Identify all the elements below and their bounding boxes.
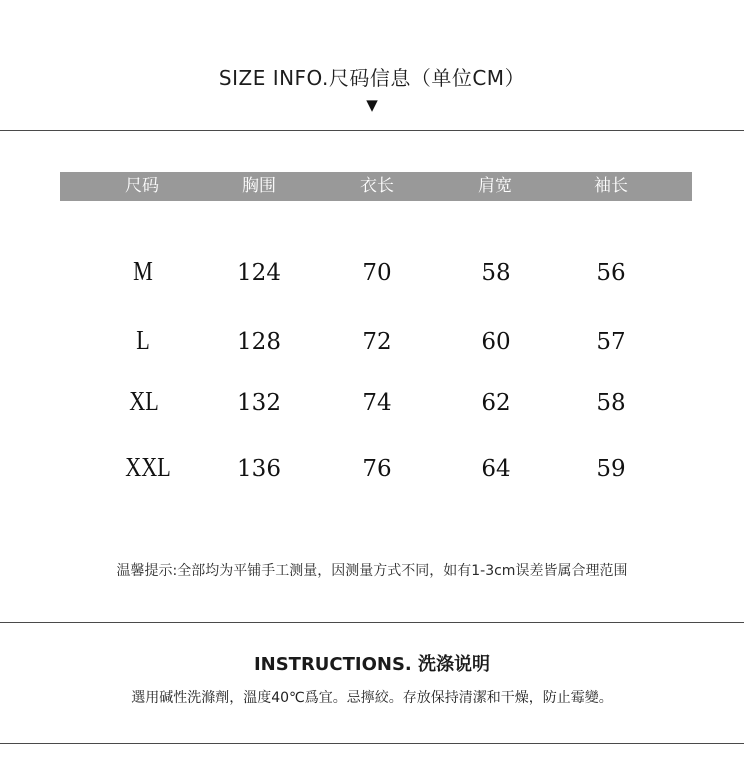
cell-size: M <box>133 256 153 286</box>
cell-chest: 136 <box>237 456 281 482</box>
instructions-title: INSTRUCTIONS. 洗涤说明 <box>253 654 491 675</box>
divider-middle <box>0 622 744 623</box>
cell-shoulder: 60 <box>481 329 511 355</box>
cell-length: 70 <box>362 260 392 286</box>
cell-shoulder: 62 <box>481 390 511 416</box>
header-shoulder: 肩宽 <box>478 176 512 196</box>
divider-top <box>0 130 744 131</box>
cell-length: 74 <box>362 390 392 416</box>
divider-bottom <box>0 743 744 744</box>
cell-size: XL <box>129 386 159 416</box>
cell-sleeve: 57 <box>596 329 626 355</box>
header-length: 衣长 <box>360 176 394 196</box>
measurement-tip: 温馨提示:全部均为平铺手工测量，因测量方式不同，如有1-3cm误差皆属合理范围 <box>116 563 628 579</box>
cell-size: XXL <box>125 452 171 482</box>
cell-sleeve: 59 <box>596 456 626 482</box>
instructions-text: 選用碱性洗滌劑，溫度40℃爲宜。忌擰絞。存放保持清潔和干燥，防止霉變。 <box>131 690 613 706</box>
cell-chest: 124 <box>237 260 281 286</box>
page-title: SIZE INFO.尺码信息（单位CM） <box>218 66 526 90</box>
cell-length: 76 <box>362 456 392 482</box>
cell-size: L <box>136 325 150 355</box>
cell-sleeve: 58 <box>596 390 626 416</box>
table-header <box>60 172 692 201</box>
header-size: 尺码 <box>125 176 159 196</box>
header-chest: 胸围 <box>242 176 276 196</box>
cell-shoulder: 64 <box>481 456 511 482</box>
down-arrow-icon: ▼ <box>366 96 378 114</box>
header-sleeve: 袖长 <box>594 176 628 196</box>
cell-length: 72 <box>362 329 392 355</box>
cell-chest: 132 <box>237 390 281 416</box>
cell-chest: 128 <box>237 329 281 355</box>
cell-shoulder: 58 <box>481 260 511 286</box>
cell-sleeve: 56 <box>596 260 626 286</box>
